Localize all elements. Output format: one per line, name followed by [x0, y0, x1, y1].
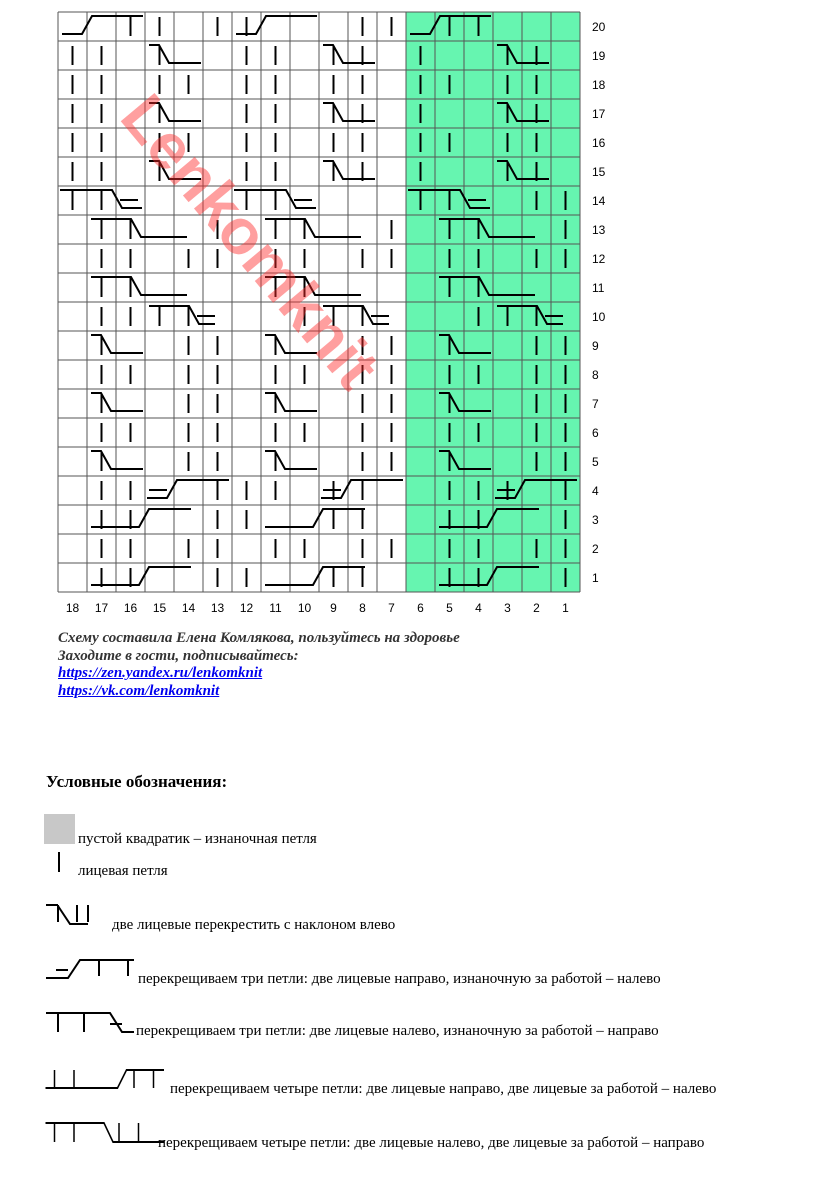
empty-square-icon — [44, 814, 76, 846]
column-number: 1 — [562, 601, 569, 615]
row-number: 9 — [592, 339, 599, 353]
cross-3-left-icon — [44, 1010, 134, 1038]
row-number: 3 — [592, 513, 599, 527]
row-number: 20 — [592, 20, 606, 34]
column-number: 10 — [297, 601, 312, 615]
column-number: 15 — [152, 601, 167, 615]
row-number: 5 — [592, 455, 599, 469]
cable-crossing — [323, 45, 375, 63]
legend-title: Условные обозначения: — [46, 772, 228, 791]
column-number: 8 — [359, 601, 366, 615]
legend-item-purl: пустой квадратик – изнаночная петля — [78, 831, 317, 847]
cable-crossing — [265, 393, 317, 411]
cable-crossing — [91, 277, 187, 295]
row-number: 14 — [592, 194, 606, 208]
row-number: 7 — [592, 397, 599, 411]
cable-crossing — [91, 335, 143, 353]
column-number: 5 — [446, 601, 453, 615]
row-number: 6 — [592, 426, 599, 440]
legend-item-cross4-left — [158, 1132, 802, 1154]
credits-block — [58, 630, 460, 700]
legend-item-knit: лицевая петля — [78, 863, 168, 879]
row-number: 19 — [592, 49, 606, 63]
column-number: 12 — [239, 601, 254, 615]
row-number: 2 — [592, 542, 599, 556]
row-number: 18 — [592, 78, 606, 92]
cable-crossing — [91, 509, 191, 527]
vk-link[interactable]: https://vk.com/lenkomknit — [58, 682, 220, 699]
row-number: 10 — [592, 310, 606, 324]
cable-crossing — [91, 567, 191, 585]
cable-crossing — [91, 393, 143, 411]
row-number: 15 — [592, 165, 606, 179]
cable-crossing — [323, 103, 375, 121]
column-number: 3 — [504, 601, 511, 615]
row-number-labels — [592, 20, 606, 585]
cable-crossing — [91, 451, 143, 469]
column-number: 9 — [330, 601, 337, 615]
row-number: 11 — [592, 281, 605, 295]
cable-crossing — [149, 45, 201, 63]
legend-item-cross3-left: перекрещиваем три петли: две лицевые налево, изнаночную за работой – направо — [136, 1023, 659, 1039]
zen-link[interactable]: https://zen.yandex.ru/lenkomknit — [58, 665, 263, 681]
legend-item-cross2: две лицевые перекрестить с наклоном влево — [112, 917, 396, 933]
row-number: 16 — [592, 136, 606, 150]
cross-2-left-icon — [44, 902, 106, 928]
watermark: Lenkomknit — [107, 80, 394, 403]
cable-crossing — [323, 161, 375, 179]
row-number: 8 — [592, 368, 599, 382]
column-number: 6 — [417, 601, 424, 615]
column-number: 14 — [181, 601, 196, 615]
row-number: 17 — [592, 107, 606, 121]
cable-crossing — [265, 567, 365, 585]
row-number: 12 — [592, 252, 606, 266]
cross-3-right-icon — [44, 956, 134, 982]
column-number-labels — [66, 601, 569, 615]
vertical-bar-icon — [52, 850, 66, 876]
cable-crossing — [236, 16, 317, 34]
legend-item-cross3-right: перекрещиваем три петли: две лицевые направо, изнаночную за работой – налево — [138, 971, 661, 987]
column-number: 16 — [123, 601, 138, 615]
legend-item-cross4-left-text: перекрещиваем четыре петли: две лицевые налево, две лицевые за работой – направо — [158, 1135, 705, 1151]
column-number: 17 — [94, 601, 109, 615]
cable-crossing — [265, 451, 317, 469]
column-number: 18 — [65, 601, 80, 615]
credits-invite: Заходите в гости, подписывайтесь: — [58, 647, 299, 664]
column-number: 2 — [533, 601, 540, 615]
cross-4-right-icon — [44, 1066, 164, 1094]
cable-crossing — [91, 219, 187, 237]
legend-item-cross4-right — [170, 1078, 802, 1100]
row-number: 1 — [592, 571, 599, 585]
row-number: 4 — [592, 484, 599, 498]
credits-author: Схему составила Елена Комлякова, пользуйтесь на здоровье — [58, 630, 460, 646]
cable-crossing — [265, 509, 365, 527]
column-number: 4 — [475, 601, 482, 615]
legend-item-cross4-right-text: перекрещиваем четыре петли: две лицевые направо, две лицевые за работой – налево — [170, 1081, 717, 1097]
cross-4-left-icon — [44, 1120, 164, 1148]
column-number: 13 — [210, 601, 225, 615]
column-number: 11 — [269, 601, 282, 615]
column-number: 7 — [388, 601, 395, 615]
row-number: 13 — [592, 223, 606, 237]
